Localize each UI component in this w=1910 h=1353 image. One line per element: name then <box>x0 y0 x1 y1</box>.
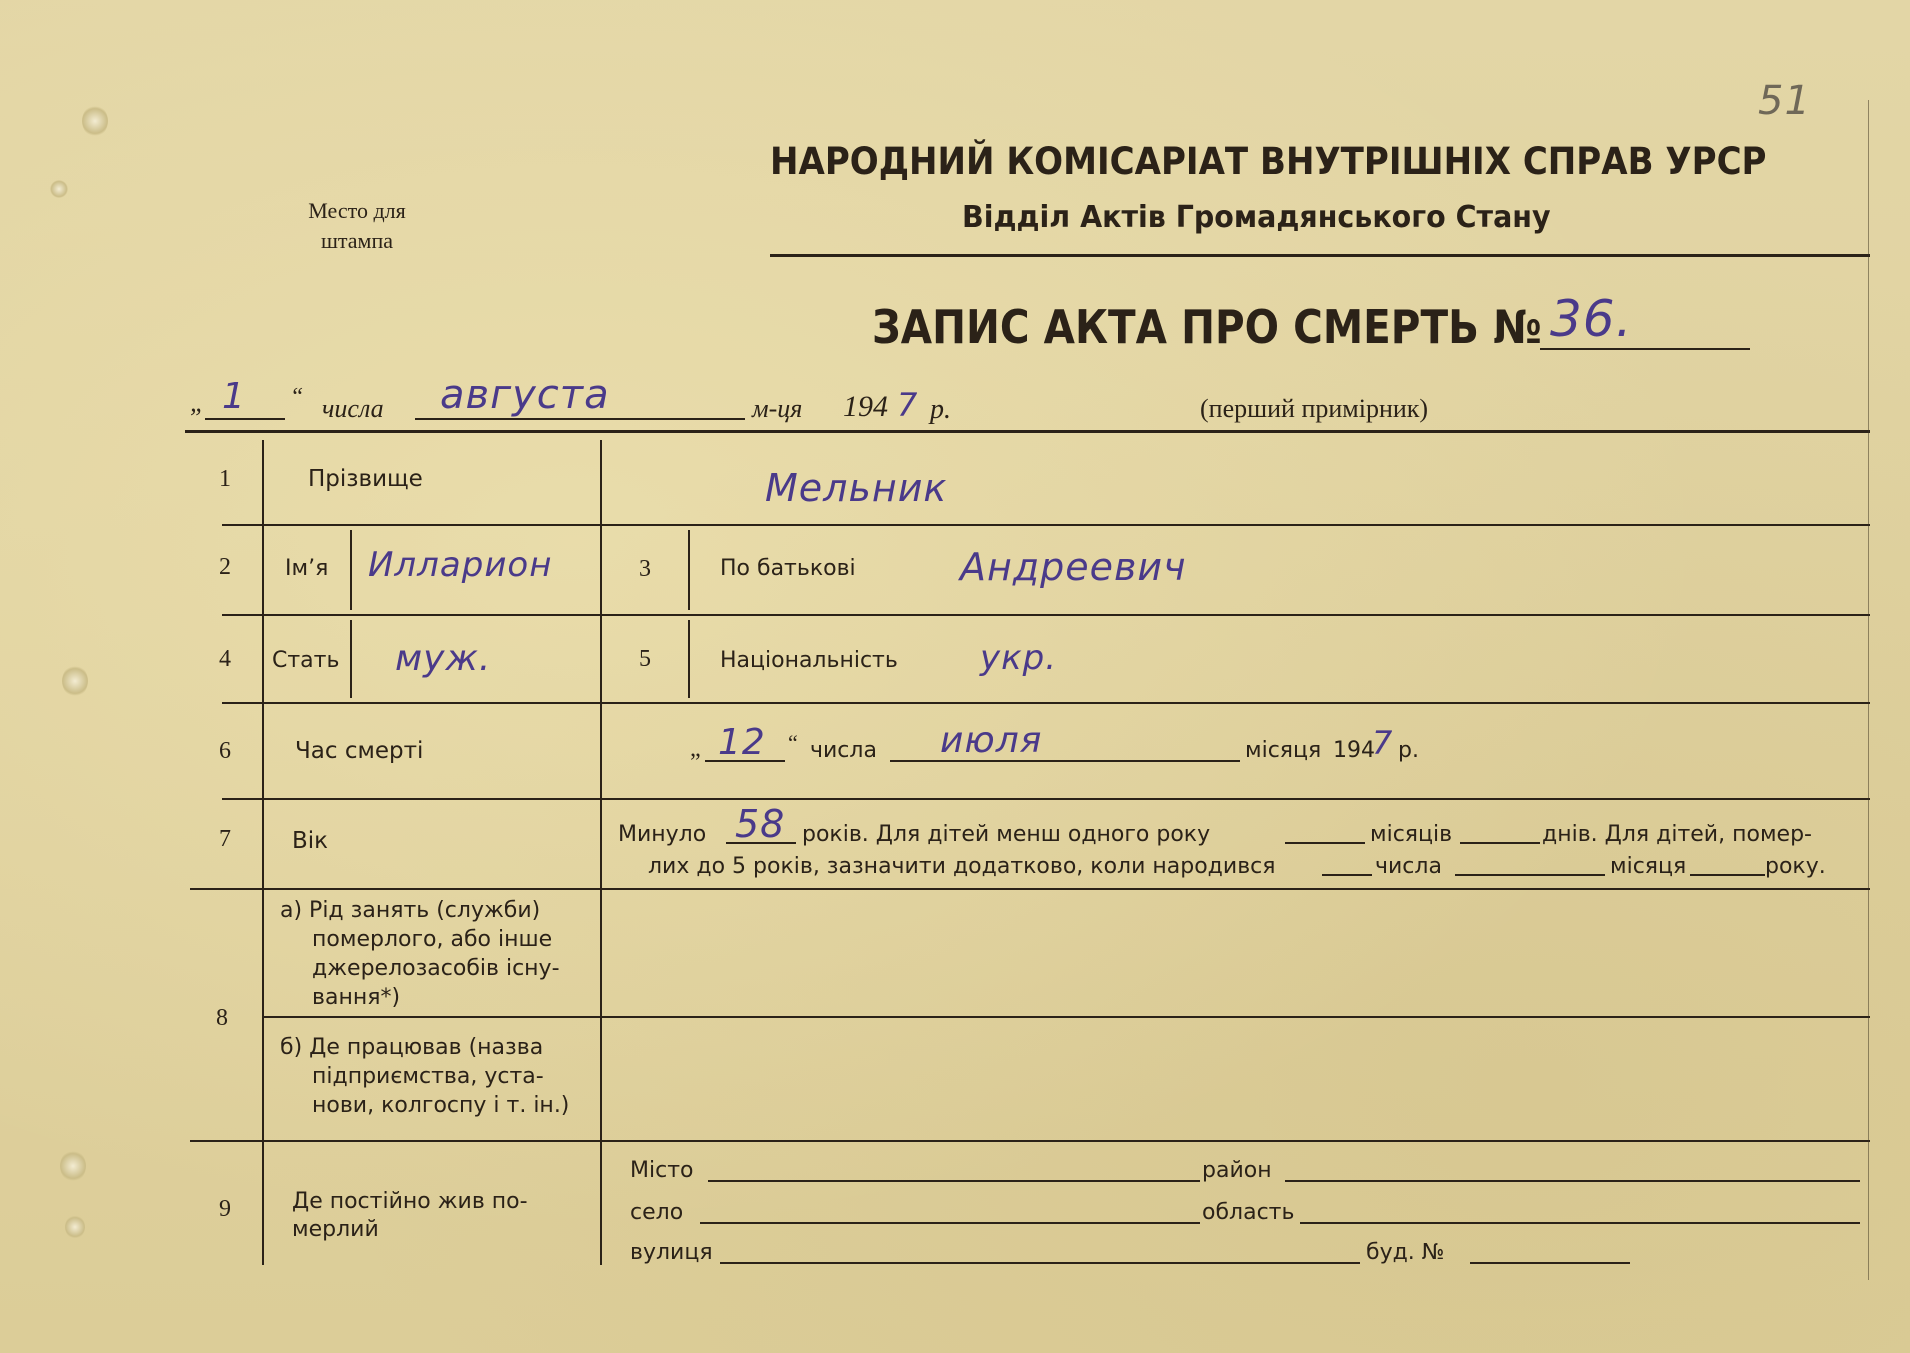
nationality-divider <box>688 620 690 698</box>
death-day-close-quote: “ <box>788 730 798 755</box>
death-day-open-quote: „ <box>690 736 701 762</box>
death-day-label: числа <box>810 738 877 763</box>
row-7-number: 7 <box>219 826 231 852</box>
document-title: ЗАПИС АКТА ПРО СМЕРТЬ № <box>872 300 1542 354</box>
occupation-label-line: а) Рід занять (служби) <box>280 898 541 923</box>
archive-number: 51 <box>1758 78 1811 124</box>
stamp-place <box>287 196 427 256</box>
row-2-rule <box>222 614 1870 616</box>
age-text-2b: числа <box>1375 854 1442 879</box>
death-month: июля <box>940 720 1043 761</box>
age-text-1c: днів. Для дітей, помер- <box>1542 822 1812 847</box>
birth-day-line <box>1322 874 1372 876</box>
death-day: 12 <box>718 722 766 763</box>
death-month-line <box>890 760 1240 762</box>
region-line <box>1300 1222 1860 1224</box>
occupation-label-line: померлого, або інше <box>312 927 553 952</box>
sex-label: Стать <box>272 648 340 673</box>
death-year-prefix: 194 <box>1333 738 1375 763</box>
occupation-label-line: вання*) <box>312 985 401 1010</box>
record-day-open-quote: „ <box>190 388 205 417</box>
occupation-label-line: джерелозасобів існу- <box>312 956 560 981</box>
house-label: буд. № <box>1366 1240 1445 1265</box>
age-prefix: Минуло <box>618 822 707 847</box>
patronymic-value: Андреевич <box>960 545 1187 589</box>
row-9-number: 9 <box>219 1196 231 1222</box>
copy-note: (перший примірник) <box>1200 394 1429 423</box>
age-years: 58 <box>735 802 786 846</box>
row-8-number: 8 <box>216 1005 228 1031</box>
workplace-label-line: підприємства, уста- <box>312 1064 544 1089</box>
first-name-value: Илларион <box>368 545 553 585</box>
city-line <box>708 1180 1200 1182</box>
patronymic-label: По батькові <box>720 556 856 581</box>
record-year-suffix: р. <box>930 394 951 425</box>
birth-year-line <box>1690 874 1765 876</box>
surname-value: Мельник <box>765 466 948 510</box>
record-year-digit: 7 <box>897 386 919 424</box>
row-1-number: 1 <box>219 466 231 492</box>
surname-label: Прізвище <box>308 466 423 492</box>
row-6-number: 6 <box>219 738 231 764</box>
row-4-rule <box>222 702 1870 704</box>
district-line <box>1285 1180 1860 1182</box>
punch-hole <box>60 1150 86 1182</box>
row-7-rule <box>190 888 1870 890</box>
department-heading: Відділ Актів Громадянського Стану <box>962 200 1551 235</box>
death-month-label: місяця <box>1245 738 1322 763</box>
header-rule <box>770 254 1870 257</box>
record-month: августа <box>440 372 610 418</box>
stamp-place-line1: Место для <box>308 198 406 223</box>
age-text-2d: року. <box>1765 854 1826 879</box>
age-text-2a: лих до 5 років, зазначити додатково, коли народився <box>648 854 1276 879</box>
first-name-label: Ім’я <box>285 556 329 581</box>
record-number-line <box>1540 348 1750 350</box>
age-text-1a: років. Для дітей менш одного року <box>802 822 1211 847</box>
record-year-prefix: 194 <box>843 390 888 423</box>
row-6-rule <box>222 798 1870 800</box>
row-2-number: 2 <box>219 554 231 580</box>
street-line <box>720 1262 1360 1264</box>
table-top-rule <box>185 430 1870 433</box>
occupation-label <box>280 896 560 1012</box>
punch-hole <box>65 1215 85 1239</box>
city-label: Місто <box>630 1158 694 1183</box>
row-4-number: 4 <box>219 646 231 672</box>
commissariat-heading: НАРОДНИЙ КОМІСАРІАТ ВНУТРІШНІХ СПРАВ УРСР <box>770 140 1767 183</box>
region-label: область <box>1202 1200 1295 1225</box>
record-number: 36. <box>1550 290 1633 348</box>
patronymic-divider <box>688 530 690 610</box>
punch-hole <box>82 105 108 137</box>
punch-hole <box>62 665 88 697</box>
street-label: вулиця <box>630 1240 713 1265</box>
residence-label-line: Де постійно жив по- <box>292 1189 528 1214</box>
age-text-1b: місяців <box>1370 822 1453 847</box>
right-edge-mark <box>1868 100 1869 1280</box>
house-line <box>1470 1262 1630 1264</box>
row-8a-rule <box>262 1016 1870 1018</box>
district-label: район <box>1202 1158 1272 1183</box>
birth-month-line <box>1455 874 1605 876</box>
age-days-line <box>1460 842 1540 844</box>
age-text-2c: місяця <box>1610 854 1687 879</box>
record-day-line <box>205 418 285 420</box>
death-day-line <box>705 760 785 762</box>
stamp-place-line2: штампа <box>320 228 394 253</box>
sex-divider <box>350 620 352 698</box>
row-5-number: 5 <box>639 646 651 672</box>
sex-value: муж. <box>395 638 492 679</box>
workplace-label-line: б) Де працював (назва <box>280 1035 544 1060</box>
workplace-label <box>280 1033 569 1120</box>
village-label: село <box>630 1200 684 1225</box>
workplace-label-line: нови, колгоспу і т. ін.) <box>312 1093 570 1118</box>
punch-hole <box>50 180 68 198</box>
age-years-line <box>726 842 796 844</box>
row-3-number: 3 <box>639 556 651 582</box>
age-label: Вік <box>292 828 329 854</box>
nationality-label: Національність <box>720 648 898 673</box>
record-month-line <box>415 418 745 420</box>
nationality-value: укр. <box>980 638 1058 678</box>
record-day: 1 <box>222 376 246 417</box>
death-year-suffix: р. <box>1398 738 1419 763</box>
village-line <box>700 1222 1200 1224</box>
record-day-close-quote: “ <box>290 384 304 410</box>
row-8-rule <box>190 1140 1870 1142</box>
death-year-digit: 7 <box>1372 724 1394 762</box>
first-name-divider <box>350 530 352 610</box>
residence-label-line: мерлий <box>292 1217 379 1242</box>
age-months-line <box>1285 842 1365 844</box>
record-month-label: м-ця <box>752 394 803 423</box>
residence-label <box>292 1188 528 1244</box>
record-day-label: числа <box>322 394 384 423</box>
death-time-label: Час смерті <box>295 738 424 764</box>
row-1-rule <box>222 524 1870 526</box>
